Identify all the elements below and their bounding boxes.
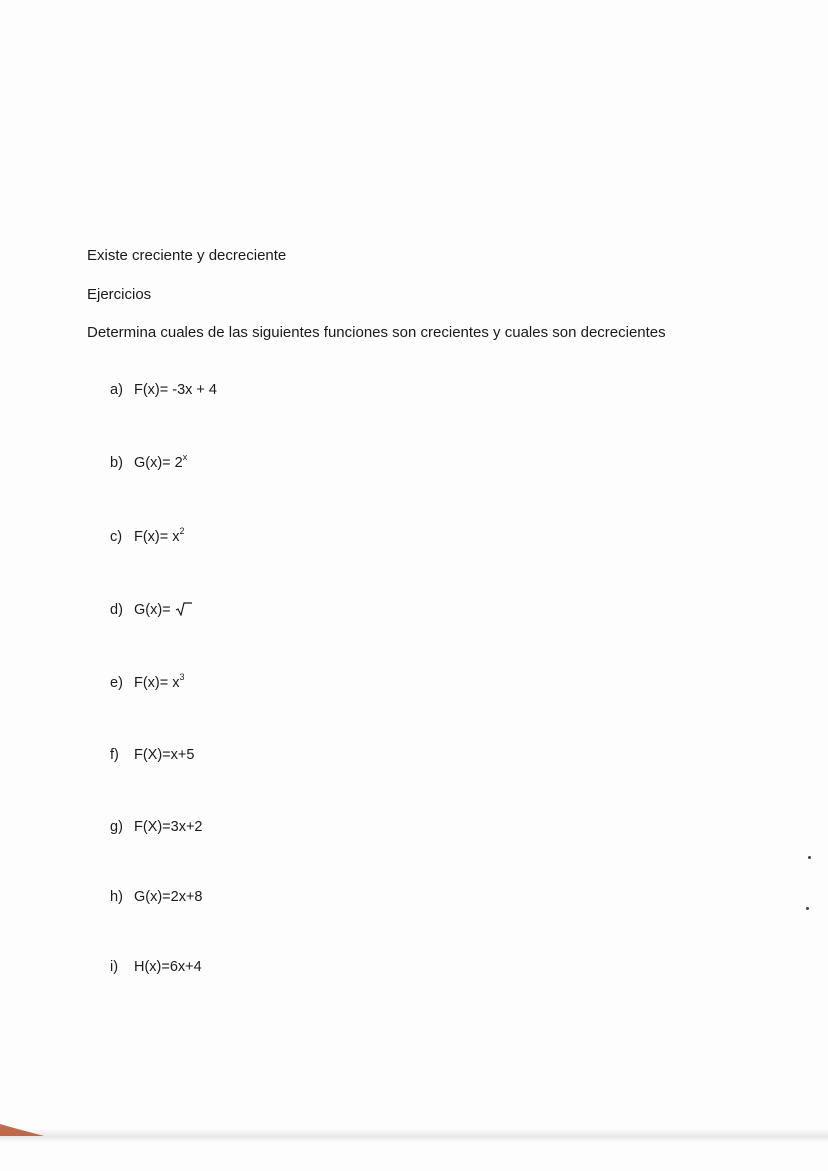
exercise-expression: F(X)=3x+2	[134, 819, 203, 835]
exercise-letter: e)	[110, 675, 123, 691]
exercise-expression: F(X)=x+5	[134, 747, 195, 763]
exercise-expression: F(x)= x	[134, 675, 180, 691]
exercise-letter: d)	[110, 602, 123, 618]
exercise-exponent: 2	[179, 526, 185, 537]
exercise-expression: F(x)= -3x + 4	[134, 382, 217, 398]
scan-corner-mark	[0, 1122, 44, 1138]
section-title: Ejercicios	[87, 286, 152, 303]
square-root-icon	[175, 602, 192, 616]
exercise-item-a	[110, 380, 217, 400]
exercise-letter: b)	[110, 455, 123, 471]
exercise-letter: g)	[110, 819, 123, 835]
exercise-exponent: 3	[179, 672, 185, 683]
scan-speck	[808, 856, 811, 859]
exercise-item-h	[110, 887, 203, 907]
exercise-item-b	[110, 453, 187, 473]
exercise-item-f	[110, 745, 194, 765]
exercise-item-g	[110, 817, 203, 837]
page-title: Existe creciente y decreciente	[87, 247, 287, 264]
exercise-expression: G(x)= 2	[134, 455, 183, 471]
exercise-letter: i)	[110, 959, 119, 975]
exercise-item-i	[110, 957, 202, 977]
exercise-expression: G(x)=2x+8	[134, 889, 203, 905]
exercise-item-d	[110, 600, 192, 620]
exercise-exponent: x	[182, 452, 188, 463]
exercise-letter: a)	[110, 382, 123, 398]
exercise-expression: G(x)=	[134, 602, 175, 618]
page-edge-shadow	[0, 1128, 828, 1142]
exercise-expression: H(x)=6x+4	[134, 959, 202, 975]
exercise-item-c	[110, 527, 185, 547]
exercise-letter: f)	[110, 747, 119, 763]
exercise-letter: c)	[110, 529, 123, 545]
exercise-expression: F(x)= x	[134, 529, 180, 545]
instructions-text: Determina cuales de las siguientes funciones son crecientes y cuales son decrecientes	[87, 324, 666, 341]
exercise-item-e	[110, 673, 185, 693]
exercise-letter: h)	[110, 889, 123, 905]
scan-speck	[806, 907, 809, 910]
